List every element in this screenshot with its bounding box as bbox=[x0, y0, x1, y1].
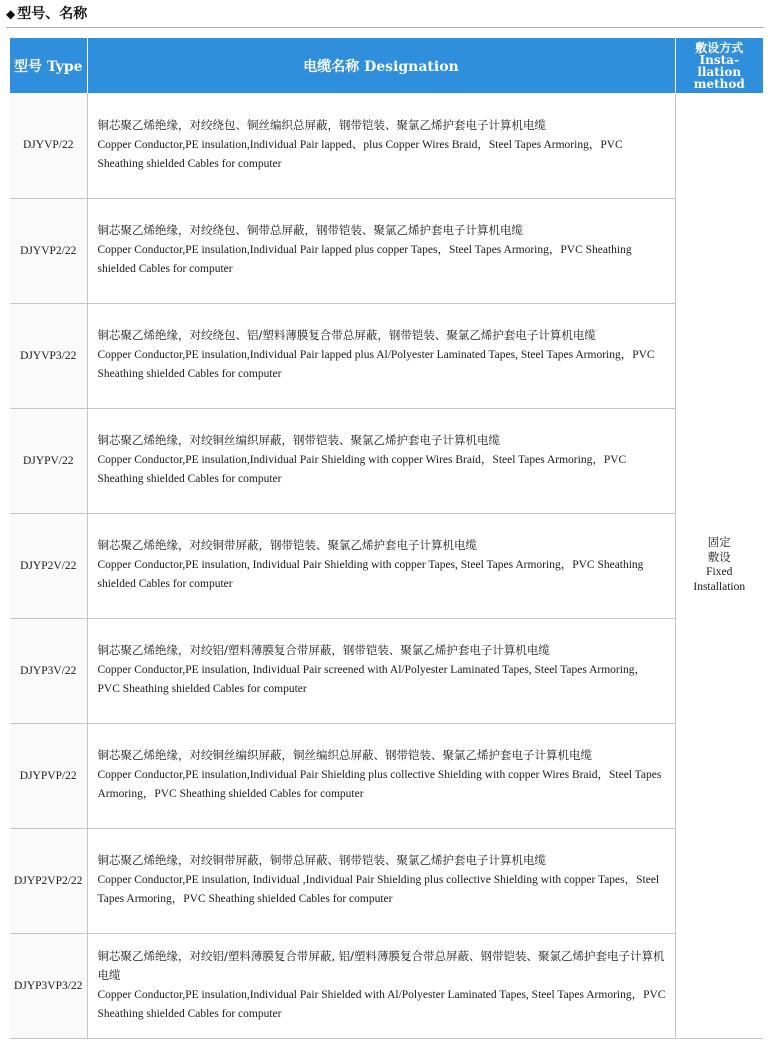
designation-cell bbox=[87, 198, 675, 303]
header-installation-line: 敷设方式 bbox=[695, 40, 744, 55]
header-installation bbox=[675, 38, 763, 93]
designation-zh: 铜芯聚乙烯绝缘，对绞铝/塑料薄膜复合带屏蔽, 铝/塑料薄膜复合带总屏蔽、钢带铠装、聚氯乙烯护套电子计算机电缆 bbox=[97, 948, 665, 982]
installation-zh-2: 敷设 bbox=[707, 550, 731, 565]
table-header bbox=[10, 38, 763, 93]
header-installation-line: method bbox=[693, 76, 745, 91]
designation-zh: 铜芯聚乙烯绝缘，对绞绕包、铜丝编织总屏蔽，钢带铠装、聚氯乙烯护套电子计算机电缆 bbox=[97, 118, 546, 132]
installation-en-1: Fixed bbox=[706, 566, 733, 579]
type-cell: DJYP3V/22 bbox=[10, 618, 87, 723]
designation-cell bbox=[87, 408, 675, 513]
designation-zh: 铜芯聚乙烯绝缘，对绞铝/塑料薄膜复合带屏蔽，钢带铠装、聚氯乙烯护套电子计算机电缆 bbox=[97, 643, 550, 658]
installation-zh-1: 固定 bbox=[707, 535, 731, 550]
designation-en: Copper Conductor,PE insulation,Individual Pair lapped plus Al/Polyester Laminated Tapes, Steel Tapes Armoring，PVC Sheathing shielded Cables for computer bbox=[97, 348, 655, 381]
table-row bbox=[10, 303, 763, 408]
designation-en: Copper Conductor,PE insulation,Individual Pair Shielded with Al/Polyester Laminated Tapes, Steel Tapes Armoring，PVC Sheathing shielded Cables for computer bbox=[97, 988, 666, 1020]
designation-en: Copper Conductor,PE insulation, Individual Pair screened with Al/Polyester Laminated Tapes, Steel Tapes Armoring，PVC Sheathing shielded Cables for computer bbox=[97, 663, 646, 696]
designation-cell bbox=[87, 933, 675, 1038]
type-cell: DJYVP3/22 bbox=[10, 303, 87, 408]
designation-cell bbox=[87, 303, 675, 408]
table-row bbox=[10, 618, 763, 723]
table-row bbox=[10, 723, 763, 828]
header-installation-line: Insta- bbox=[699, 52, 739, 67]
designation-en: Copper Conductor,PE insulation,Individual Pair Shielding plus collective Shielding with copper Wires Braid，Steel Tapes Armoring，PVC Sheathing shielded Cables for computer bbox=[97, 768, 662, 801]
designation-zh: 铜芯聚乙烯绝缘，对绞绕包、铜带总屏蔽，钢带铠装、聚氯乙烯护套电子计算机电缆 bbox=[97, 223, 523, 238]
cable-spec-table bbox=[10, 38, 763, 1039]
section-title bbox=[6, 2, 87, 26]
table-row bbox=[10, 408, 763, 513]
section-title-text: 型号、名称 bbox=[17, 6, 88, 22]
table-body bbox=[10, 93, 763, 1038]
header-type: 型号 Type bbox=[10, 38, 87, 93]
designation-en: Copper Conductor,PE insulation, Individual Pair Shielding with copper Tapes, Steel Tapes Armoring，PVC Sheathing shielded Cables for computer bbox=[97, 558, 644, 591]
type-cell: DJYPVP/22 bbox=[10, 723, 87, 828]
type-cell: DJYP2VP2/22 bbox=[10, 828, 87, 933]
type-cell: DJYVP/22 bbox=[10, 93, 87, 198]
installation-en-2: Installation bbox=[693, 581, 746, 594]
designation-cell bbox=[87, 513, 675, 618]
installation-cell bbox=[675, 93, 763, 1038]
diamond-bullet-icon: ◆ bbox=[6, 7, 16, 21]
designation-en: Copper Conductor,PE insulation,Individual Pair Shielding with copper Wires Braid，Steel Tapes Armoring，PVC Sheathing shielded Cables for computer bbox=[97, 453, 627, 486]
table-row bbox=[10, 513, 763, 618]
designation-zh: 铜芯聚乙烯绝缘，对绞铜带屏蔽，钢带铠装、聚氯乙烯护套电子计算机电缆 bbox=[97, 538, 477, 553]
designation-zh: 铜芯聚乙烯绝缘，对绞铜丝编织屏蔽，铜丝编织总屏蔽、钢带铠装、聚氯乙烯护套电子计算机电缆 bbox=[97, 748, 592, 763]
table-row bbox=[10, 828, 763, 933]
designation-cell bbox=[87, 723, 675, 828]
header-installation-line: llation bbox=[697, 64, 742, 79]
type-cell: DJYP3VP3/22 bbox=[10, 933, 87, 1038]
designation-zh: 铜芯聚乙烯绝缘，对绞铜带屏蔽，铜带总屏蔽、钢带铠装、聚氯乙烯护套电子计算机电缆 bbox=[97, 853, 546, 868]
type-cell: DJYP2V/22 bbox=[10, 513, 87, 618]
designation-en: Copper Conductor,PE insulation,Individual Pair lapped plus copper Tapes，Steel Tapes Armoring，PVC Sheathing shielded Cables for computer bbox=[97, 243, 632, 276]
table-row bbox=[10, 933, 763, 1038]
table-row bbox=[10, 198, 763, 303]
designation-zh: 铜芯聚乙烯绝缘，对绞绕包、铝/塑料薄膜复合带总屏蔽，钢带铠装、聚氯乙烯护套电子计算机电缆 bbox=[97, 328, 596, 343]
designation-zh: 铜芯聚乙烯绝缘，对绞铜丝编织屏蔽，钢带铠装、聚氯乙烯护套电子计算机电缆 bbox=[97, 433, 500, 448]
header-designation: 电缆名称 Designation bbox=[87, 38, 675, 93]
designation-cell bbox=[87, 828, 675, 933]
type-cell: DJYPV/22 bbox=[10, 408, 87, 513]
type-cell: DJYVP2/22 bbox=[10, 198, 87, 303]
table-row bbox=[10, 93, 763, 198]
designation-en: Copper Conductor,PE insulation,Individual Pair lapped、plus Copper Wires Braid，Steel Tapes Armoring，PVC Sheathing shielded Cables for computer bbox=[97, 138, 623, 170]
designation-cell bbox=[87, 618, 675, 723]
title-divider bbox=[6, 27, 764, 28]
designation-en: Copper Conductor,PE insulation, Individual ,Individual Pair Shielding plus collective Shielding with copper Tapes，Steel Tapes Armoring，PVC Sheathing shielded Cables for computer bbox=[97, 873, 660, 906]
designation-cell bbox=[87, 93, 675, 198]
